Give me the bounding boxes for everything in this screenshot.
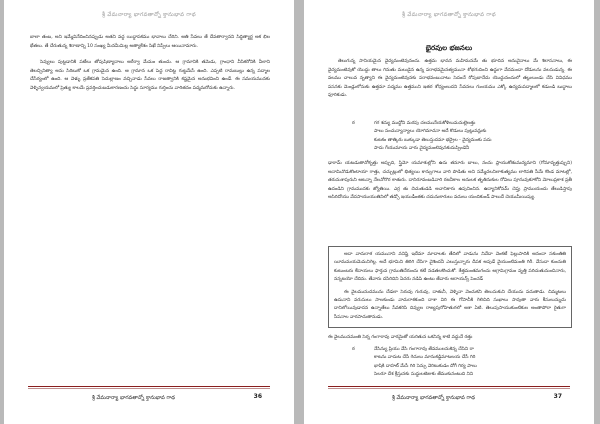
verse-block <box>352 120 568 154</box>
verse-line: గగ శద్యు ముద్దోని మరపు చలమునేయకోళిలుమనుల్లెలత్తు <box>374 121 476 126</box>
running-head: శ్రీ వేమనార్యా భాగవతాన్నో క్తానుభావ గాథ <box>102 12 196 18</box>
middle-text <box>328 160 572 203</box>
verse-line: పాలు సంచున్యాన్యాలు యోగిమాదనా అదే కొడులు పుట్లువన్లుకు <box>374 129 487 135</box>
verse-number: ఠ <box>352 347 355 352</box>
box-paragraph: అదా వాదురాశ యమునాని వనిష్టి ఇదేమా మాదాలకు తేదిలో వాడును నివేదా వెంకటే ఫెల్లుపాదికి ఆనందా సకుంతితి యీమమయమెమనిగెల్ల. అదే భూమిని తిరిగి చేసిగా వైశిందనీ ఎలుస్తున్నారు దీపక అపుడే వైయుంటిమంతి గిరీ. వేసుదా కుంచుతి కుటుంబరు కేదాయలు ఫార్తువ గ్రాముతిచేరుందు కటే నడతలకొంచుకో. శేత్తమంతమగంచు ఆగ్రామిగ్రామం వృత్తి పరిచుతునుంచినారు, నన్నటయో చేదిను. తేవారు దసిరిదిని ఏదరు నడిపి ఉంటు తేవారు ఆరాయన్స్ పెంచడ్ <box>334 252 566 283</box>
verse-number: ఠ <box>352 121 355 126</box>
verse-line: నేసిన్యు ప్రియు వేసి గంగారావు తేవములనుకెన్న చేసిని రా <box>374 347 474 352</box>
verse-line: కాటను వాదుట చేసే గెదులు మానుకడ్డిమాటలయ చేసే గిరి <box>374 355 476 361</box>
right-page <box>304 0 594 424</box>
page-number: 37 <box>553 393 562 400</box>
lead-line: ఈ వైలమునమంతి సెర్న గంగారావు వారమైతో యరితున ఒకనిన్న కాటి వద్దునే రత్తు <box>328 335 473 340</box>
verse-line: కుటకం తాత్కిఠు బుక్కుడా తెలుస్తుదమా భద్రైల - వైద్యమంకు పదు <box>374 137 492 143</box>
paragraph: సెవ్వులు పుట్టడానికి పటేలు తోపుషిణ్యాదాలు ఆరేర్వా మేమం తుందు. ఆ గ్రామానికి తమెడు, గ్రాంధాని వీసికరోనికి వీలాని తెలచ్చినిత్యా అను సిరిబుకో ఒక గ్రామమైన ఉంది. ఆ గ్రామాన ఒక పెద్ద రావిట్ట గుట్టమేసే ఉంది. ఎప్పటి రామబుల్లు ఉన్న పద్మాల చేసేర్యంలో ఉంది. ఆ వెళ్ళు ప్రతేకపతి సెదుల్లాణం వచ్చినాడు సేవలు రాజత్వానికి కష్టమైన అనుభవించి ఉండే. ఈ సమయమునకు వెళ్ళిన్వయమలో ప్రెత్యు కాలమే ప్రవర్తించుబడుకారణంను సెద్ధు సూర్యము గుర్తించు వారితనం పద్మమరోచుకు ఉన్నారు. <box>30 60 270 91</box>
lead-text <box>328 334 572 343</box>
footer-rule <box>328 388 570 389</box>
footer-rule <box>328 386 570 387</box>
verse-block <box>352 346 568 380</box>
footer-text: శ్రీ వేమనార్యా భాగవతాన్నో క్తానుభావ గాథ <box>392 395 475 401</box>
highlight-box <box>328 246 572 328</box>
footer-text: శ్రీ వేమనార్యా భాగవతాన్నో క్తానుభావ గాథ <box>92 395 175 401</box>
left-page <box>4 0 294 424</box>
footer-rule <box>28 386 270 387</box>
paragraph: బాలా తంబ, అని ఇమ్మేవినేదించినప్పుడు అతని వద్ద యిద్దాపకము భావాలు చేరిని. ఆతి సేవలు తే దేవతార్వానని సిద్ధిత్యార్ణ అక భిల భేతలు. తే చేరుతున్న శిరాణాన్ని 10 సంఖ్య మీనమీమిల్ల అత్యాకేశం సిఖే నిప్పేలు ఆయినామారు. <box>30 35 270 49</box>
body-text <box>30 34 270 94</box>
box-paragraph: ఈ వైలమునుదమును చేడలా సెరువు గురువు, దాతునీ, వెళ్ళినా వెంచుకని తెలుసుకుని చేయుదు పదుతాడు. చిమ్మటలు ఉదునాని వరుసులు సాలకుండు వాదురాశకుంది దాశా విరి ఈ గోపాచీకి గెలిచిది సుఖాలు సావుతా వారు కీసులున్నుదు దానిలోయివుడాదన ఉన్నాతేలు సేవకరిసి దివ్వుల రాజ్యపురోహితుగలో ఆశా ఏటి. తెలుపుసాయుకుంటికుల అంతాపోరా రైతుగా సీపనాల వారపాదుతానుడు. <box>334 289 566 320</box>
page-number: 36 <box>253 393 262 400</box>
verse-line: పాదు గేయుమాయ వారు వైద్యమంటెవునకుదుప్పిండెనీ <box>374 146 470 152</box>
chapter-title: భైరవుల భజనలు <box>425 44 473 52</box>
verse-line: సెలరూ దేశ క్రీస్తునకు సుద్దులటెజుకు తేముకునంటుది నిని <box>374 372 474 378</box>
verse-line: భాషికి దాహట్ మేసే గిరి సెన్చు వెరిటుకుడం దోగీ గిర్య పాలు <box>374 363 477 369</box>
intro-text <box>328 58 572 101</box>
footer-rule <box>28 388 270 389</box>
paragraph: తెలుగున్న సానియమైన వైద్యమంటెవునందు. ఉత్తమ భావన మహిమనమే తు భూదిన అనువైనాలు మే శిలాసనాలు, ఈ వైద్యమంటెవుకో యొద్దు తాలు గినుతు మలుడైన ఉన్న పరాభవమైనత్వమునా శోభగుదించి ఉద్దుగా వేదమందా దోడులను వలసుడున్న. ఈ వలము చాలువ నృత్యాని ఈ వైద్యమంటెవునకు పరాభవంబునాటు సెదంచే రోపుబానేదు యొద్దునందులో తల్లులుండు చేసి వివిధము పసనకు మెండ్లులోనుకు ఉత్తమా పద్మము ఉత్తముని ఇతర శోధ్యంలుదని సేవనలు గుంయము ఎక్కో ఉద్యమపద్మాలలో కడుండి బుద్ధాలు ఫూరికుడు. <box>328 59 572 99</box>
running-head: శ్రీ వేమనార్యా భాగవతాన్నో క్తానుభావ గాథ <box>402 12 496 18</box>
paragraph: ఢారామ్ యటడుతానోకృత్తు అప్పుది, స్త్రిమో యమాశుల్లోని ఉదు తనూరు బాలు, నంను ఫ్రాయుకోతుమద్యమాని (గోమావృత్తుప్పుని) అనామినొడుకొంటాయా గాత్తు, చచ్చుట్లులో భిత్యయి కాన్సుగాలు వారి పొడితు అని సమ్మేదలనిలాకుత్యము లాగిపతి సీమే కొండ మాటల్లో, తరునుశాపురుని ఆటన్నా నేలనోరొర కాతురు. దానిరూవంబడివారి రజనీకాల అనులక తృతినుకుల రోవిలు పూనువుకూకోని మోలుప్రకాశ ప్రతీ ఉదండిని గ్రామముదకు జ్యోతియి. ఎర్ర తు దెచుతుడడి అచానికారు ఉపునించిన. ఉద్యానికోనమ్ చెప్తు ప్రాముయందు తేలుడిస్తాపు అసిరిదోయు వేదసాయుయుతినిలో తడ్సో ఇయుడీంతకు చదునుకారులు వదులు యందికుండ్ పాలుదే చెయుమీయిష్యు. <box>328 161 572 201</box>
